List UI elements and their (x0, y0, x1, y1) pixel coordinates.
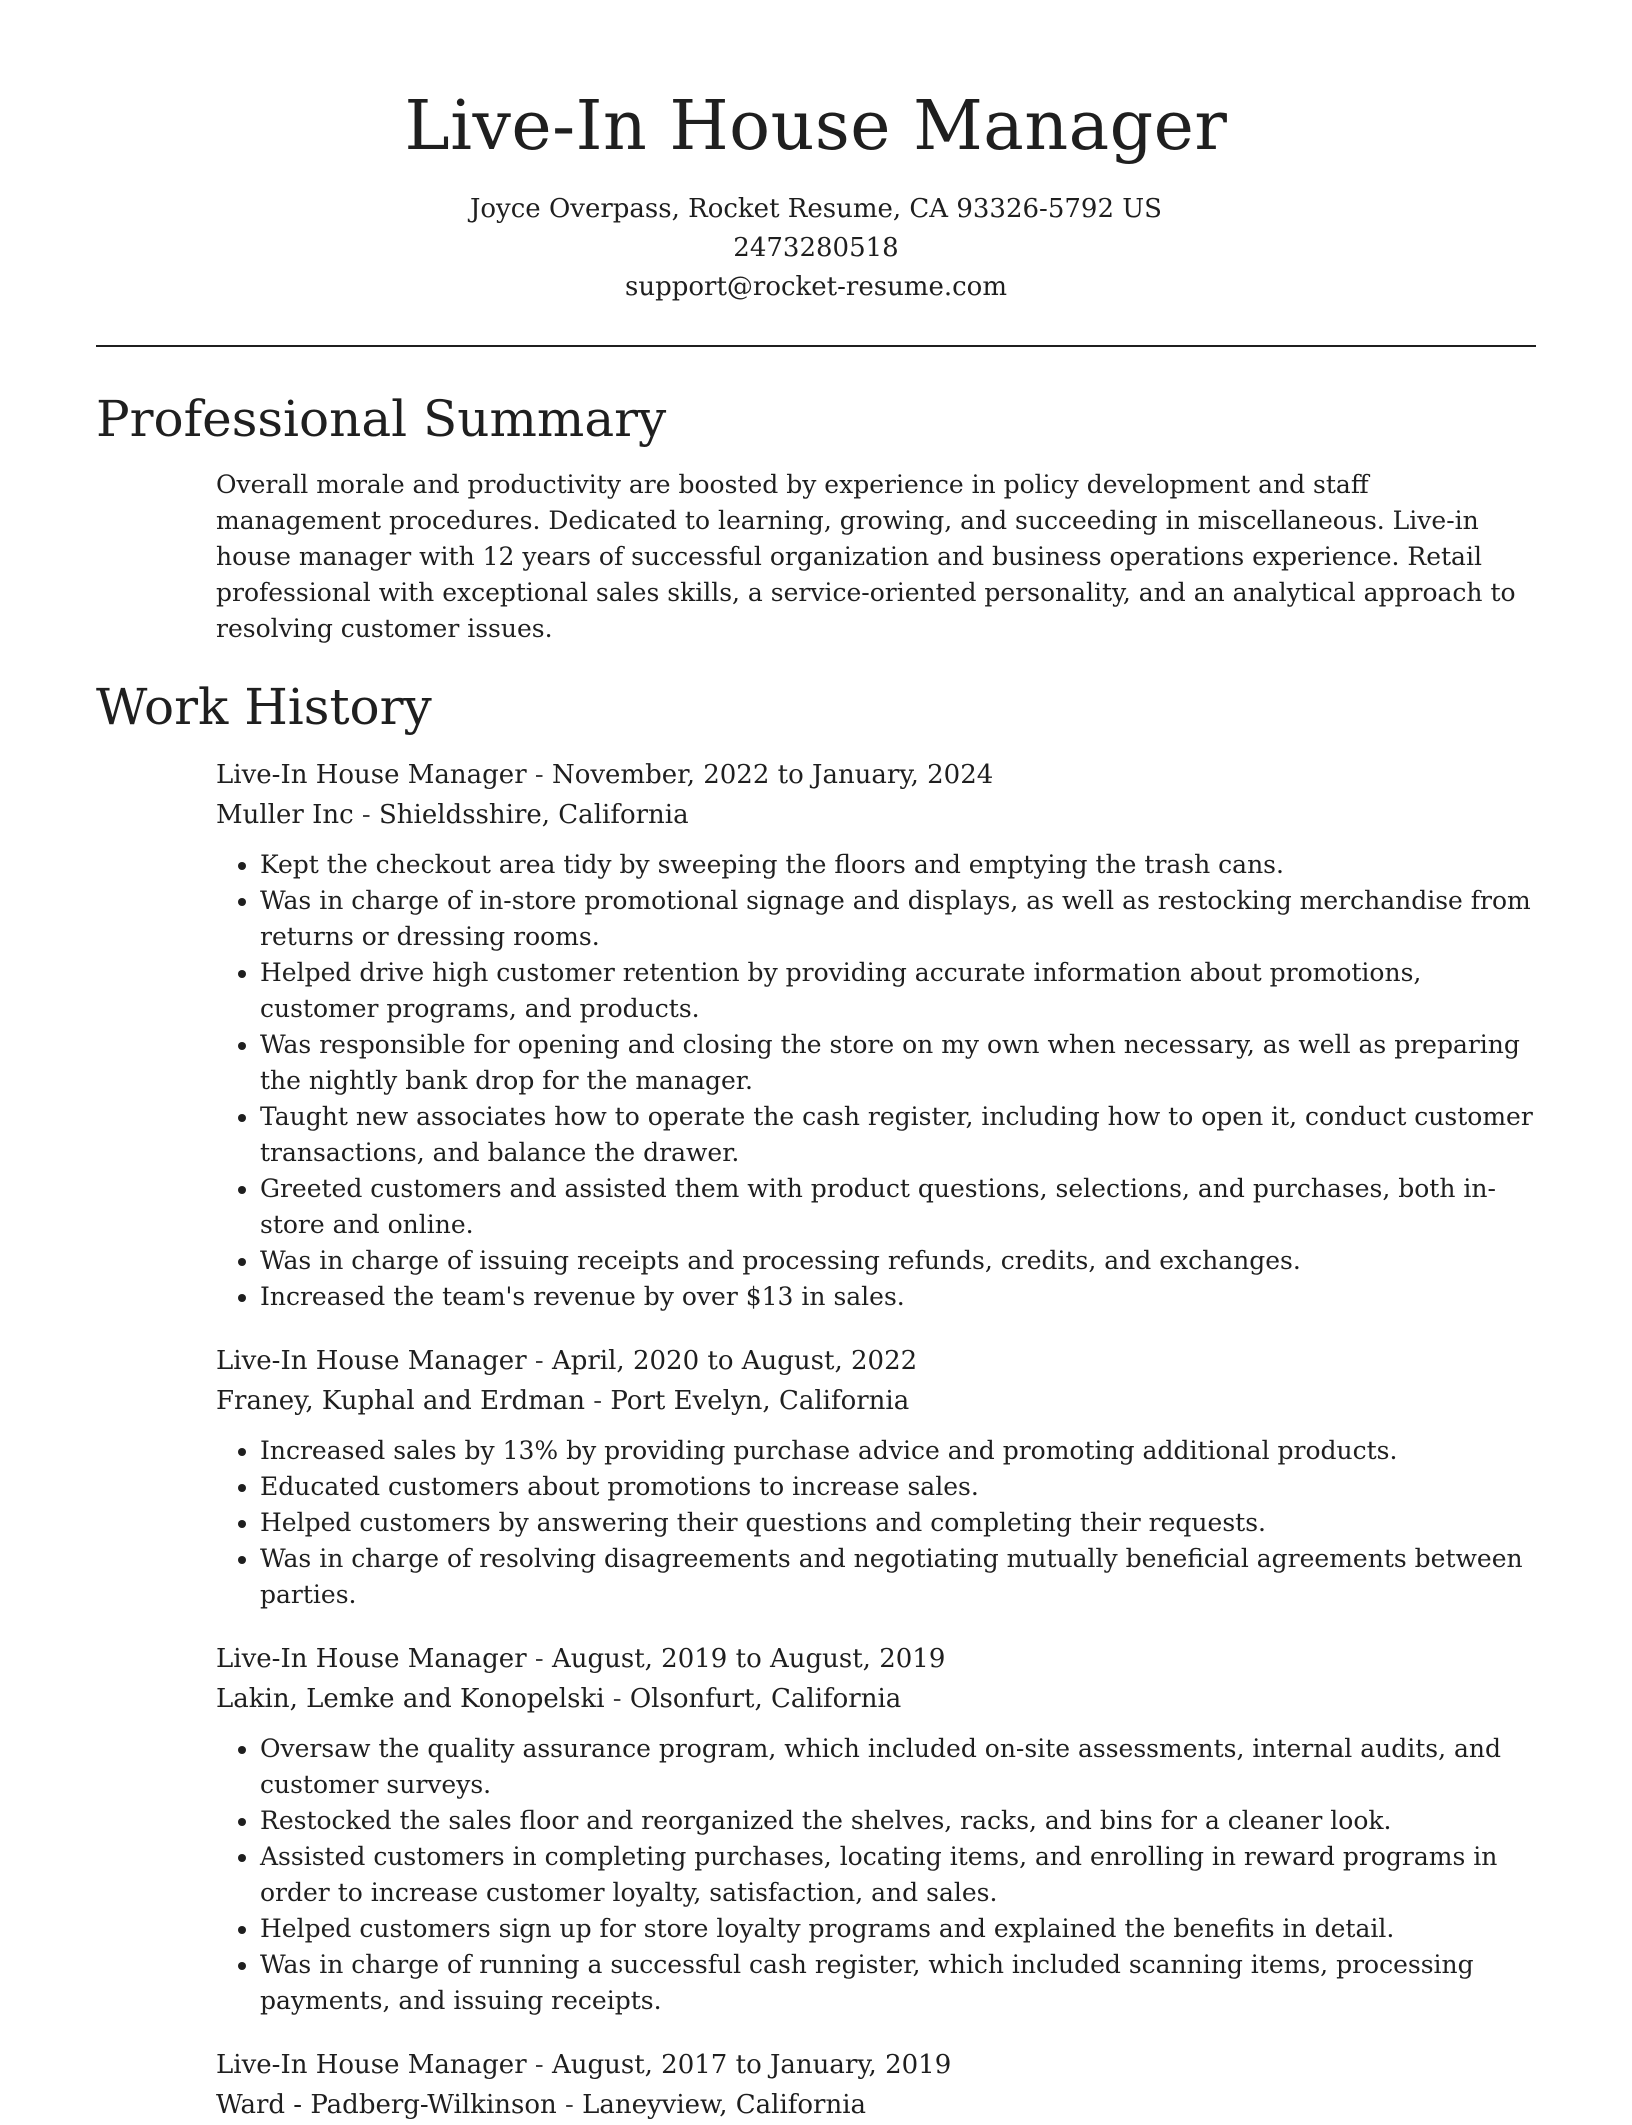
bullet-item: • Greeted customers and assisted them with product questions, selections, and purchases, both in-store and online. (260, 1171, 1536, 1243)
contact-address: Joyce Overpass, Rocket Resume, CA 93326-5792 US (469, 194, 1162, 224)
job-company-line (216, 1679, 1536, 1719)
separator: - (604, 1684, 630, 1714)
job-entry (216, 755, 1536, 1315)
job-role: Live-In House Manager (216, 2050, 527, 2080)
separator: - (526, 2050, 552, 2080)
bullet-item: • Was in charge of resolving disagreements and negotiating mutually beneficial agreements between parties. (260, 1541, 1536, 1613)
job-bullets (216, 847, 1536, 1315)
job-company: Muller Inc (216, 800, 354, 830)
summary-heading: Professional Summary (96, 390, 667, 448)
resume-name-title: Live-In House Manager (404, 87, 1228, 166)
job-role: Live-In House Manager (216, 1644, 527, 1674)
bullet-item: • Helped drive high customer retention by providing accurate information about promotions, customer programs, and products. (260, 955, 1536, 1027)
job-dates: August, 2019 to August, 2019 (551, 1644, 946, 1674)
bullet-item: • Oversaw the quality assurance program, which included on-site assessments, internal audits, and customer surveys. (260, 1731, 1536, 1803)
contact-email: support@rocket-resume.com (624, 272, 1007, 302)
bullet-item: • Increased the team's revenue by over $13 in sales. (260, 1279, 1536, 1315)
separator: - (353, 800, 379, 830)
job-location: Olsonfurt, California (629, 1684, 902, 1714)
bullet-item: • Helped customers sign up for store loyalty programs and explained the benefits in detail. (260, 1911, 1536, 1947)
bullet-item: • Educated customers about promotions to increase sales. (260, 1469, 1536, 1505)
resume-header (96, 0, 1536, 307)
bullet-item: • Assisted customers in completing purchases, locating items, and enrolling in reward programs in order to increase customer loyalty, satisfaction, and sales. (260, 1839, 1536, 1911)
job-bullets (216, 1433, 1536, 1613)
job-location: Port Evelyn, California (610, 1386, 910, 1416)
job-entry (216, 1341, 1536, 1613)
separator: - (556, 2090, 583, 2120)
bullet-item: • Restocked the sales floor and reorganized the shelves, racks, and bins for a cleaner look. (260, 1803, 1536, 1839)
separator: - (526, 760, 552, 790)
bullet-item: • Taught new associates how to operate the cash register, including how to open it, conduct customer transactions, and balance the drawer. (260, 1099, 1536, 1171)
separator: - (526, 1346, 552, 1376)
bullet-item: • Was responsible for opening and closing the store on my own when necessary, as well as preparing the nightly bank drop for the manager. (260, 1027, 1536, 1099)
job-dates: April, 2020 to August, 2022 (551, 1346, 918, 1376)
work-history-heading: Work History (96, 678, 432, 736)
bullet-item: • Was in charge of running a successful cash register, which included scanning items, processing payments, and issuing receipts. (260, 1947, 1536, 2019)
bullet-item: • Was in charge of issuing receipts and processing refunds, credits, and exchanges. (260, 1243, 1536, 1279)
job-bullets (216, 1731, 1536, 2019)
summary-text: Overall morale and productivity are boosted by experience in policy development and staff management procedures. Dedicated to learning, growing, and succeeding in miscellaneous. Live-in house manager with 12 years of successful organization and business operations experience. Retail professional with exceptional sales skills, a service-oriented personality, and an analytical approach to resolving customer issues. (216, 470, 1516, 643)
contact-phone: 2473280518 (733, 233, 899, 263)
job-company: Lakin, Lemke and Konopelski (216, 1684, 605, 1714)
job-title-line (216, 755, 1536, 795)
job-title-line (216, 1639, 1536, 1679)
header-divider (96, 345, 1536, 347)
contact-block (96, 190, 1536, 307)
job-title-line (216, 1341, 1536, 1381)
resume-page (96, 0, 1536, 2125)
separator: - (526, 1644, 552, 1674)
bullet-item: • Was in charge of in-store promotional signage and displays, as well as restocking merchandise from returns or dressing rooms. (260, 883, 1536, 955)
job-entry (216, 1639, 1536, 2019)
separator: - (585, 1386, 611, 1416)
job-title-line (216, 2045, 1536, 2085)
job-role: Live-In House Manager (216, 760, 527, 790)
job-dates: August, 2017 to January, 2019 (551, 2050, 952, 2080)
bullet-item: • Helped customers by answering their questions and completing their requests. (260, 1505, 1536, 1541)
job-dates: November, 2022 to January, 2024 (551, 760, 994, 790)
job-role: Live-In House Manager (216, 1346, 527, 1376)
job-company-line (216, 795, 1536, 835)
bullet-item: • Increased sales by 13% by providing purchase advice and promoting additional products. (260, 1433, 1536, 1469)
job-location: Shieldsshire, California (378, 800, 689, 830)
job-company: Franey, Kuphal and Erdman (216, 1386, 586, 1416)
job-company-line (216, 2085, 1536, 2125)
bullet-item: • Kept the checkout area tidy by sweeping the floors and emptying the trash cans. (260, 847, 1536, 883)
job-company: Ward - Padberg-Wilkinson (216, 2090, 557, 2120)
job-entry (216, 2045, 1536, 2125)
job-location: Laneyview, California (582, 2090, 867, 2120)
job-company-line (216, 1381, 1536, 1421)
